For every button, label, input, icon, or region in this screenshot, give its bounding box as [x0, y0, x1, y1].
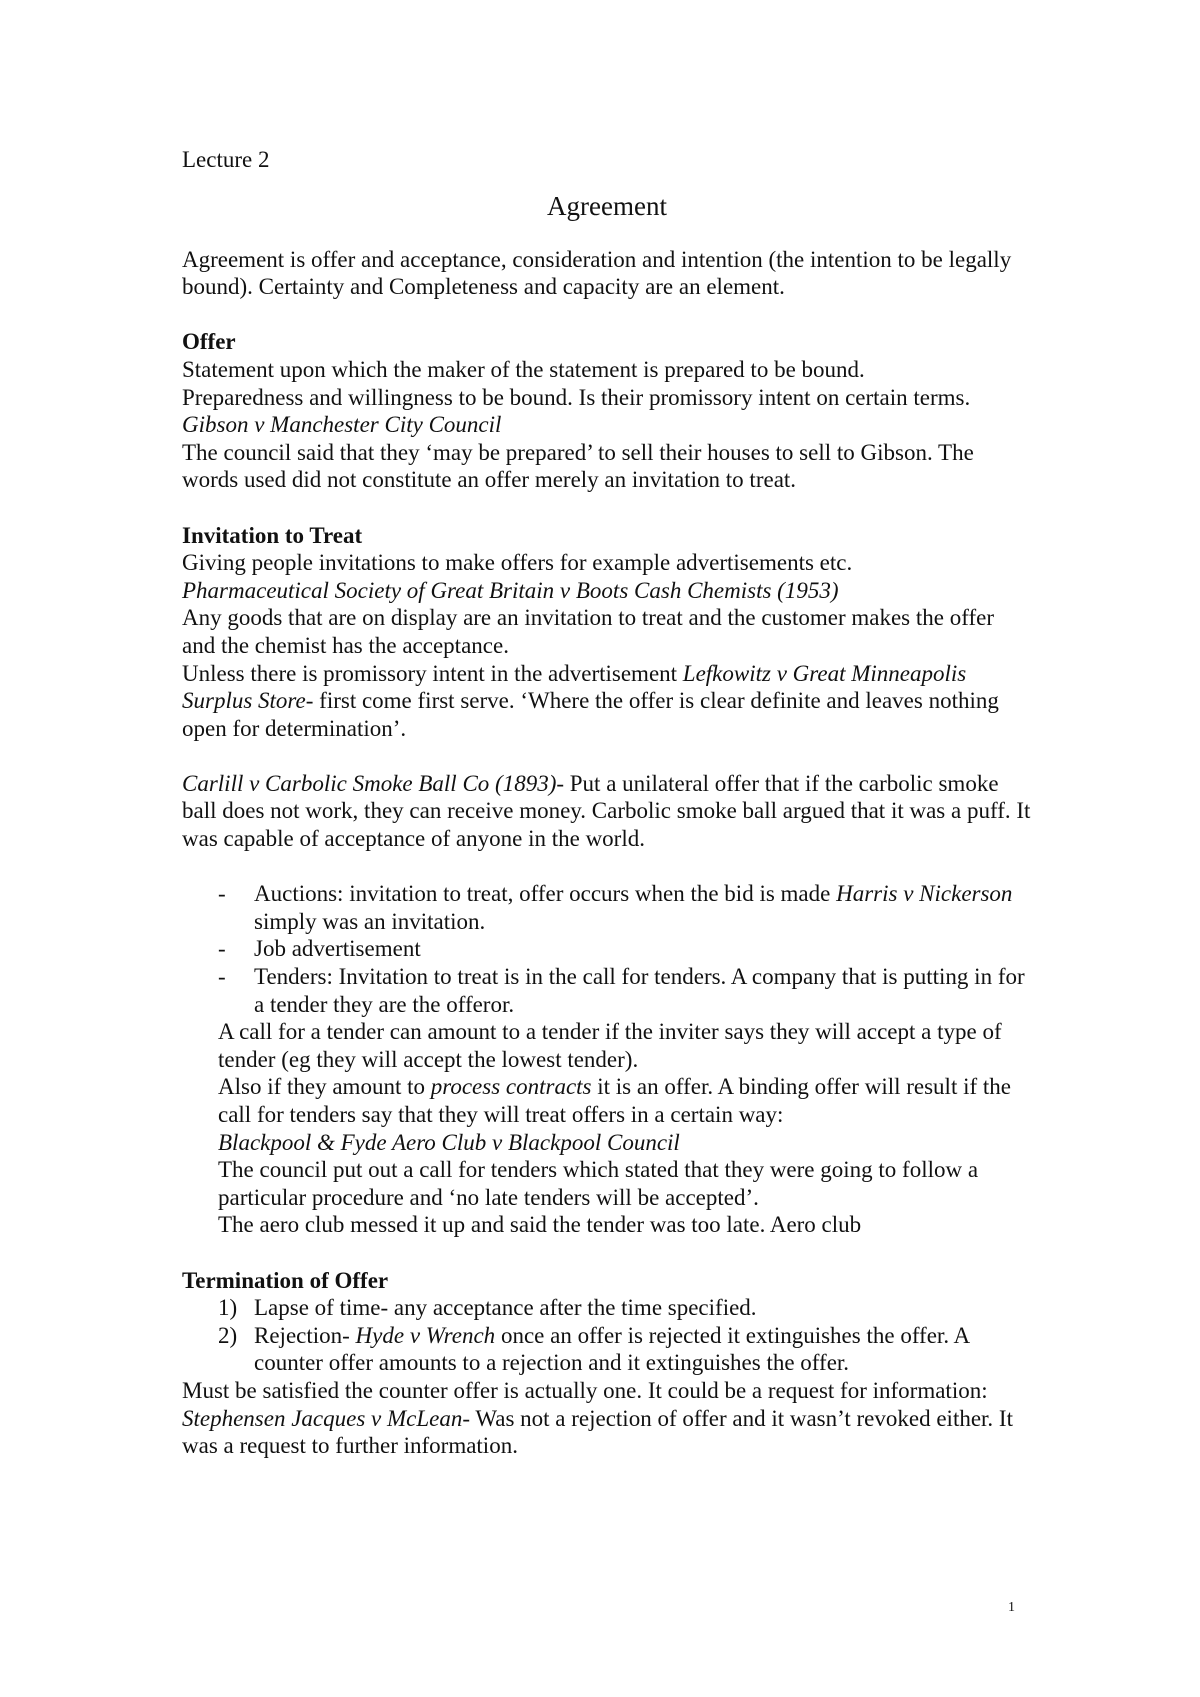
- case-name: Stephensen Jacques v McLean: [182, 1405, 463, 1431]
- case-name: Harris v Nickerson: [836, 881, 1013, 907]
- lecture-label: Lecture 2: [182, 147, 270, 172]
- itt-paragraph-1: Giving people invitations to make offers for example advertisements etc.: [182, 550, 853, 576]
- termination-heading: Termination of Offer: [182, 1267, 389, 1293]
- itt-paragraph-2: Any goods that are on display are an invitation to treat and the customer makes the offer and the chemist has the acceptance.: [182, 605, 994, 658]
- list-item: [182, 935, 1032, 963]
- itt-paragraph-3: [182, 660, 1032, 743]
- offer-paragraph-3: The council said that they ‘may be prepared’ to sell their houses to sell to Gibson. The words used did not constitute an offer merely an invitation to treat.: [182, 439, 974, 493]
- bullet-mark: -: [218, 936, 226, 962]
- number-mark: 2): [218, 1322, 238, 1348]
- offer-paragraph-2: Preparedness and willingness to be bound. Is their promissory intent on certain terms.: [182, 384, 971, 410]
- tenders-paragraph-3: The council put out a call for tenders which stated that they were going to follow a particular procedure and ‘no late tenders will be accepted’.: [218, 1157, 979, 1210]
- text-span: simply was an invitation.: [254, 908, 486, 934]
- text-span: Job advertisement: [254, 936, 421, 962]
- text-span: Also if they amount to: [218, 1074, 431, 1100]
- tenders-paragraph-4: The aero club messed it up and said the tender was too late. Aero club: [218, 1212, 862, 1238]
- number-mark: 1): [218, 1295, 238, 1321]
- carlill-paragraph: [182, 770, 1032, 853]
- text-span: Rejection-: [254, 1322, 356, 1348]
- list-item: [182, 1322, 1032, 1377]
- text-span: Tenders: Invitation to treat is in the call for tenders. A company that is putting in for a tender they are the offeror.: [254, 964, 1025, 1017]
- offer-paragraph-1: Statement upon which the maker of the statement is prepared to be bound.: [182, 356, 865, 382]
- text-span: - first come first serve. ‘Where the offer is clear definite and leaves nothing open for determination’.: [182, 688, 999, 741]
- itt-heading: Invitation to Treat: [182, 522, 363, 548]
- text-span: Must be satisfied the counter offer is actually one. It could be a request for information:: [182, 1377, 988, 1403]
- text-span: Auctions: invitation to treat, offer occurs when the bid is made: [254, 881, 837, 907]
- list-item: [182, 880, 1032, 935]
- case-name: Gibson v Manchester City Council: [182, 412, 502, 438]
- tenders-paragraph-2: [218, 1073, 1032, 1128]
- intro-paragraph: Agreement is offer and acceptance, consideration and intention (the intention to be legally bound). Certainty and Completeness and capacity are an element.: [182, 246, 1012, 300]
- tenders-block: [182, 1018, 1032, 1239]
- text-span: Unless there is promissory intent in the advertisement: [182, 660, 683, 686]
- document-page: [182, 146, 1032, 1460]
- text-span: once an offer is rejected it extinguishes the offer. A counter offer amounts to a rejection and it extinguishes the offer.: [254, 1322, 969, 1376]
- tenders-case: [218, 1129, 1032, 1157]
- case-name: Blackpool & Fyde Aero Club v Blackpool Council: [218, 1129, 680, 1155]
- list-item: [182, 963, 1032, 1018]
- bullet-mark: -: [218, 964, 226, 990]
- offer-case: [182, 411, 1032, 439]
- itt-case: [182, 577, 1032, 605]
- text-span: Lapse of time- any acceptance after the time specified.: [254, 1295, 757, 1321]
- examples-list: [182, 880, 1032, 1018]
- bullet-mark: -: [218, 881, 226, 907]
- list-item: [182, 1294, 1032, 1322]
- text-span: - Was not a rejection of offer and it wasn’t revoked either. It was a request to further information.: [182, 1405, 1013, 1459]
- offer-heading: Offer: [182, 329, 236, 355]
- case-name: Pharmaceutical Society of Great Britain v Boots Cash Chemists (1953): [182, 577, 839, 603]
- case-name: Lefkowitz v Great Minneapolis Surplus Store: [182, 660, 967, 714]
- italic-term: process contracts: [430, 1074, 592, 1100]
- case-name: Carlill v Carbolic Smoke Ball Co (1893): [182, 770, 557, 796]
- termination-paragraph: [182, 1377, 1032, 1460]
- tenders-paragraph-1: A call for a tender can amount to a tender if the inviter says they will accept a type of tender (eg they will accept the lowest tender).: [218, 1019, 1002, 1072]
- case-name: Hyde v Wrench: [355, 1322, 496, 1348]
- text-span: - Put a unilateral offer that if the carbolic smoke ball does not work, they can receive money. Carbolic smoke ball argued that it was a puff. It was capable of acceptance of anyone in the world.: [182, 770, 1031, 852]
- page-number: 1: [1008, 1600, 1015, 1615]
- text-span: it is an offer. A binding offer will result if the call for tenders say that they will treat offers in a certain way:: [218, 1074, 1011, 1127]
- page-title: Agreement: [547, 190, 667, 221]
- termination-list: [182, 1294, 1032, 1377]
